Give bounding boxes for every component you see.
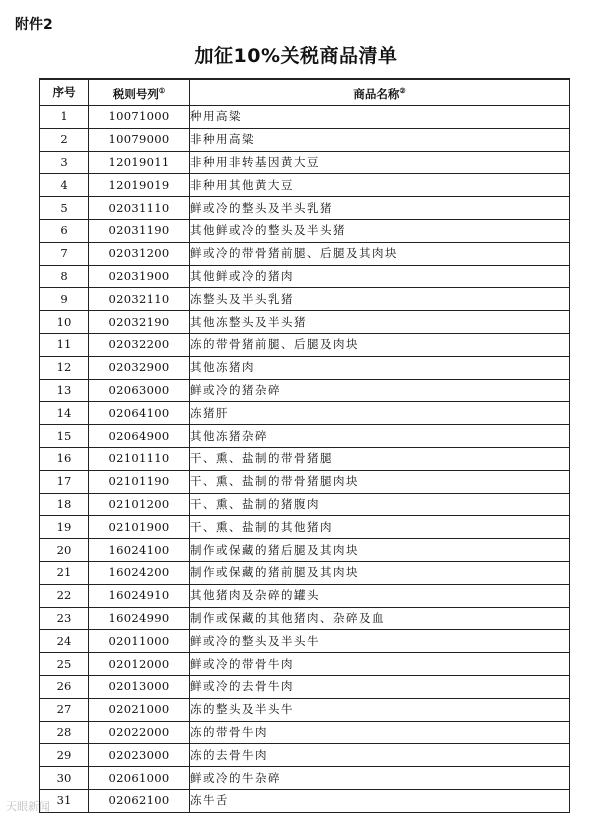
cell-name: 冻的带骨牛肉 [190, 721, 570, 744]
cell-code: 02031110 [89, 197, 190, 220]
cell-name: 其他冻整头及半头猪 [190, 311, 570, 334]
cell-name: 干、熏、盐制的带骨猪腿 [190, 447, 570, 470]
cell-name: 干、熏、盐制的带骨猪腿肉块 [190, 470, 570, 493]
cell-no: 8 [40, 265, 89, 288]
table-row [40, 721, 570, 744]
cell-no: 9 [40, 288, 89, 311]
cell-name: 其他冻猪杂碎 [190, 425, 570, 448]
table-row [40, 402, 570, 425]
cell-code: 12019011 [89, 151, 190, 174]
table-row [40, 561, 570, 584]
cell-code: 16024990 [89, 607, 190, 630]
table-row [40, 539, 570, 562]
cell-code: 02031900 [89, 265, 190, 288]
cell-no: 2 [40, 128, 89, 151]
cell-no: 25 [40, 653, 89, 676]
cell-name: 非种用非转基因黄大豆 [190, 151, 570, 174]
cell-no: 14 [40, 402, 89, 425]
header-no [40, 79, 89, 106]
cell-no: 13 [40, 379, 89, 402]
cell-name: 鲜或冷的带骨猪前腿、后腿及其肉块 [190, 242, 570, 265]
table-row [40, 630, 570, 653]
cell-code: 02064100 [89, 402, 190, 425]
cell-name: 冻牛舌 [190, 789, 570, 812]
table-row [40, 106, 570, 129]
cell-code: 02032200 [89, 333, 190, 356]
table-row [40, 265, 570, 288]
cell-name: 鲜或冷的猪杂碎 [190, 379, 570, 402]
cell-code: 16024200 [89, 561, 190, 584]
cell-no: 3 [40, 151, 89, 174]
table-header-row [40, 79, 570, 106]
cell-no: 1 [40, 106, 89, 129]
cell-name: 制作或保藏的其他猪肉、杂碎及血 [190, 607, 570, 630]
cell-code: 12019019 [89, 174, 190, 197]
table-row [40, 607, 570, 630]
cell-name: 冻的整头及半头牛 [190, 698, 570, 721]
table-row [40, 493, 570, 516]
table-row [40, 767, 570, 790]
attachment-label: 附件2 [15, 17, 53, 33]
cell-code: 02031190 [89, 219, 190, 242]
cell-name: 干、熏、盐制的其他猪肉 [190, 516, 570, 539]
table-row [40, 174, 570, 197]
cell-name: 其他鲜或冷的整头及半头猪 [190, 219, 570, 242]
cell-no: 27 [40, 698, 89, 721]
cell-no: 12 [40, 356, 89, 379]
cell-no: 10 [40, 311, 89, 334]
cell-no: 19 [40, 516, 89, 539]
cell-no: 20 [40, 539, 89, 562]
table-row [40, 311, 570, 334]
cell-code: 02064900 [89, 425, 190, 448]
header-code [89, 79, 190, 106]
table-row [40, 128, 570, 151]
cell-code: 16024910 [89, 584, 190, 607]
cell-name: 其他鲜或冷的猪肉 [190, 265, 570, 288]
cell-no: 23 [40, 607, 89, 630]
table-row [40, 333, 570, 356]
table-row [40, 425, 570, 448]
cell-code: 02021000 [89, 698, 190, 721]
cell-code: 10079000 [89, 128, 190, 151]
table-row [40, 356, 570, 379]
cell-code: 02101200 [89, 493, 190, 516]
cell-name: 非种用高粱 [190, 128, 570, 151]
cell-no: 24 [40, 630, 89, 653]
header-no-label: 序号 [52, 85, 76, 99]
cell-name: 其他猪肉及杂碎的罐头 [190, 584, 570, 607]
cell-name: 种用高粱 [190, 106, 570, 129]
cell-no: 7 [40, 242, 89, 265]
cell-name: 冻的带骨猪前腿、后腿及肉块 [190, 333, 570, 356]
cell-code: 02032190 [89, 311, 190, 334]
cell-name: 制作或保藏的猪前腿及其肉块 [190, 561, 570, 584]
cell-name: 冻猪肝 [190, 402, 570, 425]
cell-code: 02063000 [89, 379, 190, 402]
table-row [40, 470, 570, 493]
cell-name: 干、熏、盐制的猪腹肉 [190, 493, 570, 516]
cell-no: 21 [40, 561, 89, 584]
table-row [40, 516, 570, 539]
cell-name: 鲜或冷的整头及半头乳猪 [190, 197, 570, 220]
cell-code: 02032900 [89, 356, 190, 379]
cell-code: 02031200 [89, 242, 190, 265]
cell-no: 18 [40, 493, 89, 516]
cell-no: 6 [40, 219, 89, 242]
table-row [40, 242, 570, 265]
cell-no: 22 [40, 584, 89, 607]
header-name-label: 商品名称 [353, 87, 400, 101]
cell-code: 02022000 [89, 721, 190, 744]
cell-name: 鲜或冷的去骨牛肉 [190, 675, 570, 698]
table-row [40, 288, 570, 311]
page-title: 加征10%关税商品清单 [194, 45, 398, 67]
table-row [40, 197, 570, 220]
cell-name: 非种用其他黄大豆 [190, 174, 570, 197]
cell-code: 16024100 [89, 539, 190, 562]
cell-name: 鲜或冷的带骨牛肉 [190, 653, 570, 676]
cell-no: 31 [40, 789, 89, 812]
header-name [190, 79, 570, 106]
table-row [40, 744, 570, 767]
table-row [40, 675, 570, 698]
cell-code: 02032110 [89, 288, 190, 311]
cell-code: 02013000 [89, 675, 190, 698]
header-name-note: ② [399, 86, 406, 95]
tariff-list-table [39, 78, 570, 813]
cell-code: 10071000 [89, 106, 190, 129]
cell-code: 02023000 [89, 744, 190, 767]
cell-no: 26 [40, 675, 89, 698]
watermark: 天眼新闻 [6, 800, 50, 813]
cell-no: 28 [40, 721, 89, 744]
table-row [40, 653, 570, 676]
cell-no: 4 [40, 174, 89, 197]
cell-code: 02012000 [89, 653, 190, 676]
cell-name: 冻整头及半头乳猪 [190, 288, 570, 311]
cell-code: 02061000 [89, 767, 190, 790]
cell-no: 5 [40, 197, 89, 220]
cell-no: 30 [40, 767, 89, 790]
cell-name: 鲜或冷的牛杂碎 [190, 767, 570, 790]
cell-code: 02101110 [89, 447, 190, 470]
cell-name: 鲜或冷的整头及半头牛 [190, 630, 570, 653]
header-code-note: ① [158, 86, 166, 95]
cell-no: 11 [40, 333, 89, 356]
table-row [40, 219, 570, 242]
table-row [40, 698, 570, 721]
cell-code: 02062100 [89, 789, 190, 812]
cell-name: 其他冻猪肉 [190, 356, 570, 379]
cell-code: 02101900 [89, 516, 190, 539]
cell-name: 冻的去骨牛肉 [190, 744, 570, 767]
cell-code: 02011000 [89, 630, 190, 653]
cell-code: 02101190 [89, 470, 190, 493]
cell-no: 17 [40, 470, 89, 493]
cell-no: 15 [40, 425, 89, 448]
header-code-label: 税则号列 [112, 87, 159, 101]
table-row [40, 151, 570, 174]
cell-no: 29 [40, 744, 89, 767]
table-row [40, 447, 570, 470]
table-row [40, 379, 570, 402]
cell-name: 制作或保藏的猪后腿及其肉块 [190, 539, 570, 562]
cell-no: 16 [40, 447, 89, 470]
table-row [40, 789, 570, 812]
table-row [40, 584, 570, 607]
